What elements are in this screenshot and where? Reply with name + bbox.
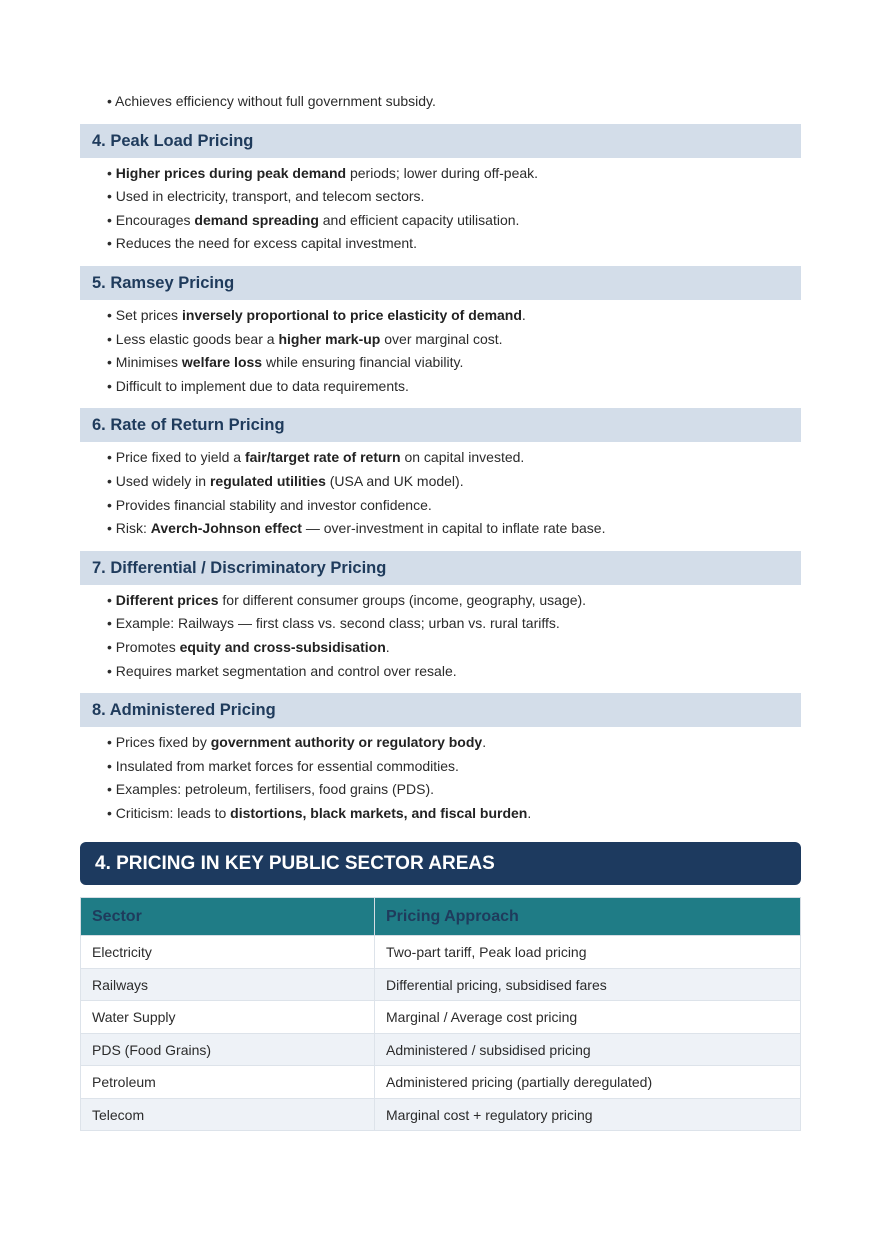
subsection-heading: 7. Differential / Discriminatory Pricing [80,551,801,585]
bullet-item: • Reduces the need for excess capital investment. [107,235,417,252]
section-banner: 4. PRICING IN KEY PUBLIC SECTOR AREAS [80,842,801,885]
bullet-item: • Insulated from market forces for essential commodities. [107,757,459,774]
table-cell-sector: Railways [81,968,375,1001]
table-cell-approach: Administered pricing (partially deregulated) [375,1066,801,1099]
bullet-item: • Criticism: leads to distortions, black markets, and fiscal burden. [107,804,532,821]
table-cell-approach: Administered / subsidised pricing [375,1033,801,1066]
table-cell-sector: Electricity [81,936,375,969]
bullet-item: • Provides financial stability and investor confidence. [107,496,432,513]
bullet-item: • Difficult to implement due to data requirements. [107,377,409,394]
pricing-table [80,897,801,1131]
bullet-item: • Minimises welfare loss while ensuring financial viability. [107,354,464,371]
bullet-item: • Set prices inversely proportional to price elasticity of demand. [107,306,526,323]
table-cell-sector: Water Supply [81,1001,375,1034]
bullet-item: • Promotes equity and cross-subsidisation. [107,638,390,655]
table-header-row [81,898,801,936]
table-row [81,1098,801,1131]
table-row [81,1033,801,1066]
subsection-ramsey [80,266,801,398]
bullet-item: • Encourages demand spreading and efficient capacity utilisation. [107,211,520,228]
subsection-heading: 8. Administered Pricing [80,693,801,727]
intro-bullet: • Achieves efficiency without full government subsidy. [107,93,436,109]
subsection-administered [80,693,801,825]
table-cell-approach: Two-part tariff, Peak load pricing [375,936,801,969]
table-row [81,968,801,1001]
table-cell-approach: Marginal / Average cost pricing [375,1001,801,1034]
table-cell-sector: Telecom [81,1098,375,1131]
subsection-peak-load [80,124,801,256]
bullet-item: • Less elastic goods bear a higher mark-up over marginal cost. [107,330,503,347]
bullet-item: • Risk: Averch-Johnson effect — over-investment in capital to inflate rate base. [107,520,606,537]
bullet-item: • Higher prices during peak demand periods; lower during off-peak. [107,164,539,181]
subsection-heading: 5. Ramsey Pricing [80,266,801,300]
bullet-item: • Example: Railways — first class vs. second class; urban vs. rural tariffs. [107,615,560,632]
table-cell-approach: Marginal cost + regulatory pricing [375,1098,801,1131]
table-cell-sector: Petroleum [81,1066,375,1099]
subsection-heading: 4. Peak Load Pricing [80,124,801,158]
table-cell-sector: PDS (Food Grains) [81,1033,375,1066]
table-cell-approach: Differential pricing, subsidised fares [375,968,801,1001]
column-header-sector: Sector [81,898,375,936]
subsection-heading: 6. Rate of Return Pricing [80,408,801,442]
bullet-item: • Prices fixed by government authority or regulatory body. [107,734,487,751]
content-column [80,90,801,1131]
subsection-differential [80,551,801,683]
table-row [81,1001,801,1034]
bullet-item: • Examples: petroleum, fertilisers, food grains (PDS). [107,781,435,798]
table-row [81,936,801,969]
bullet-item: • Different prices for different consumer groups (income, geography, usage). [107,591,587,608]
column-header-pricing-approach: Pricing Approach [375,898,801,936]
subsection-rate-of-return [80,408,801,540]
bullet-item: • Used in electricity, transport, and telecom sectors. [107,188,425,205]
bullet-item: • Used widely in regulated utilities (USA and UK model). [107,472,464,489]
bullet-item: • Price fixed to yield a fair/target rate of return on capital invested. [107,449,525,466]
bullet-item: • Requires market segmentation and control over resale. [107,662,457,679]
table-row [81,1066,801,1099]
